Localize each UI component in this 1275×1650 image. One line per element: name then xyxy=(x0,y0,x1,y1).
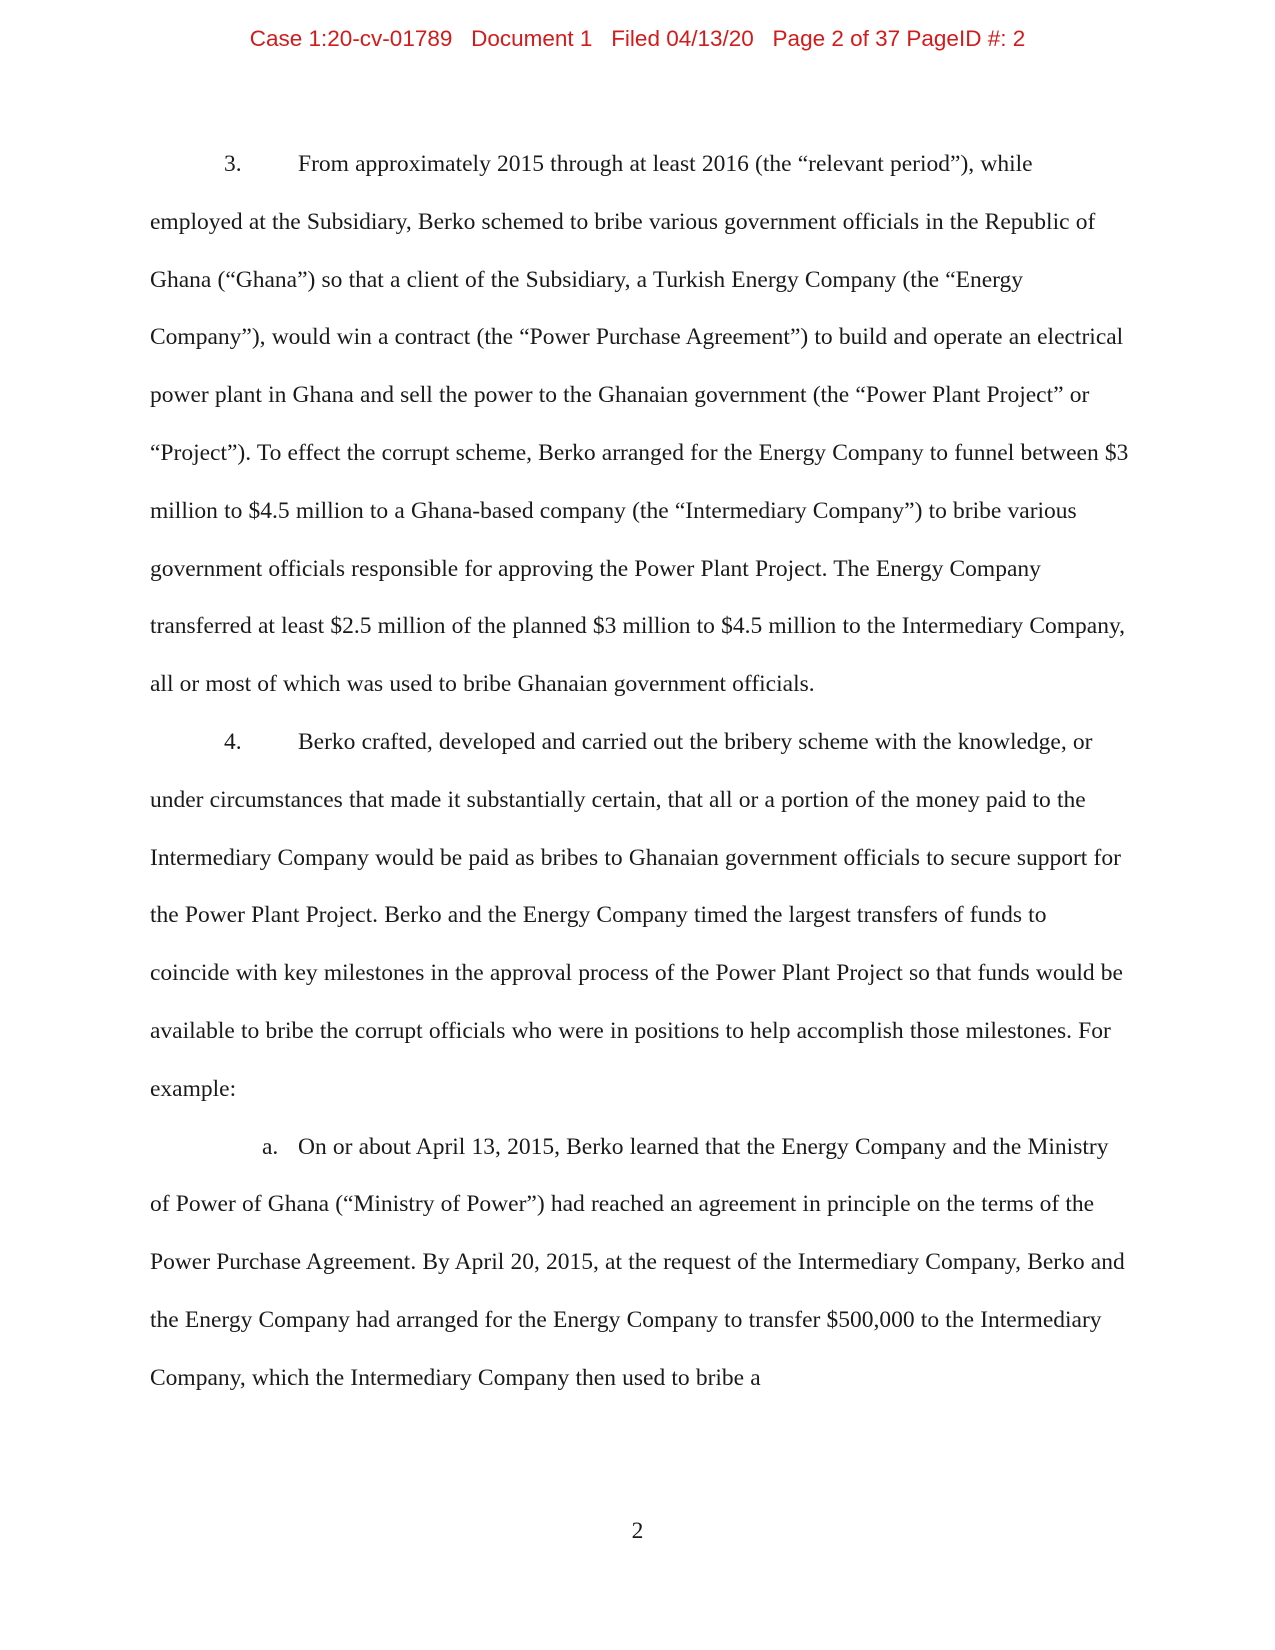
paragraph-3 xyxy=(150,136,1130,714)
paragraph-number: 3. xyxy=(224,151,242,177)
paragraph-number: 4. xyxy=(224,728,242,755)
paragraph-text: From approximately 2015 through at least 2016 (the “relevant period”), while employed at the Subsidiary, Berko schemed to bribe various government officials in the Republic of Ghana (“Ghana”) so that a client of the Subsidiary, a Turkish Energy Company (the “Energy Company”), would win a contract (the “Power Purchase Agreement”) to build and operate an electrical power plant in Ghana and sell the power to the Ghanaian government (the “Power Plant Project” or “Project”). To effect the corrupt scheme, Berko arranged for the Energy Company to funnel between $3 million to $4.5 million to a Ghana-based company (the “Intermediary Company”) to bribe various government officials responsible for approving the Power Plant Project. The Energy Company transferred at least $2.5 million of the planned $3 million to $4.5 million to the Intermediary Company, all or most of which was used to bribe Ghanaian government officials. xyxy=(150,151,1129,698)
subparagraph-text: On or about April 13, 2015, Berko learned that the Energy Company and the Ministry of Power of Ghana (“Ministry of Power”) had reached an agreement in principle on the terms of the Power Purchase Agreement. By April 20, 2015, at the request of the Intermediary Company, Berko and the Energy Company had arranged for the Energy Company to transfer $500,000 to the Intermediary Company, which the Intermediary Company then used to bribe a xyxy=(150,1133,1125,1391)
paragraph-text: Berko crafted, developed and carried out the bribery scheme with the knowledge, or under circumstances that made it substantially certain, that all or a portion of the money paid to the Intermediary Company would be paid as bribes to Ghanaian government officials to secure support for the Power Plant Project. Berko and the Energy Company timed the largest transfers of funds to coincide with key milestones in the approval process of the Power Plant Project so that funds would be available to bribe the corrupt officials who were in positions to help accomplish those milestones. For example: xyxy=(150,728,1123,1102)
subparagraph-a xyxy=(150,1119,1130,1408)
case-header: Case 1:20-cv-01789 Document 1 Filed 04/13/20 Page 2 of 37 PageID #: 2 xyxy=(249,26,1026,51)
page-number: 2 xyxy=(631,1518,644,1544)
document-body xyxy=(150,136,1130,1408)
subparagraph-letter: a. xyxy=(262,1133,279,1160)
paragraph-4 xyxy=(150,714,1130,1119)
